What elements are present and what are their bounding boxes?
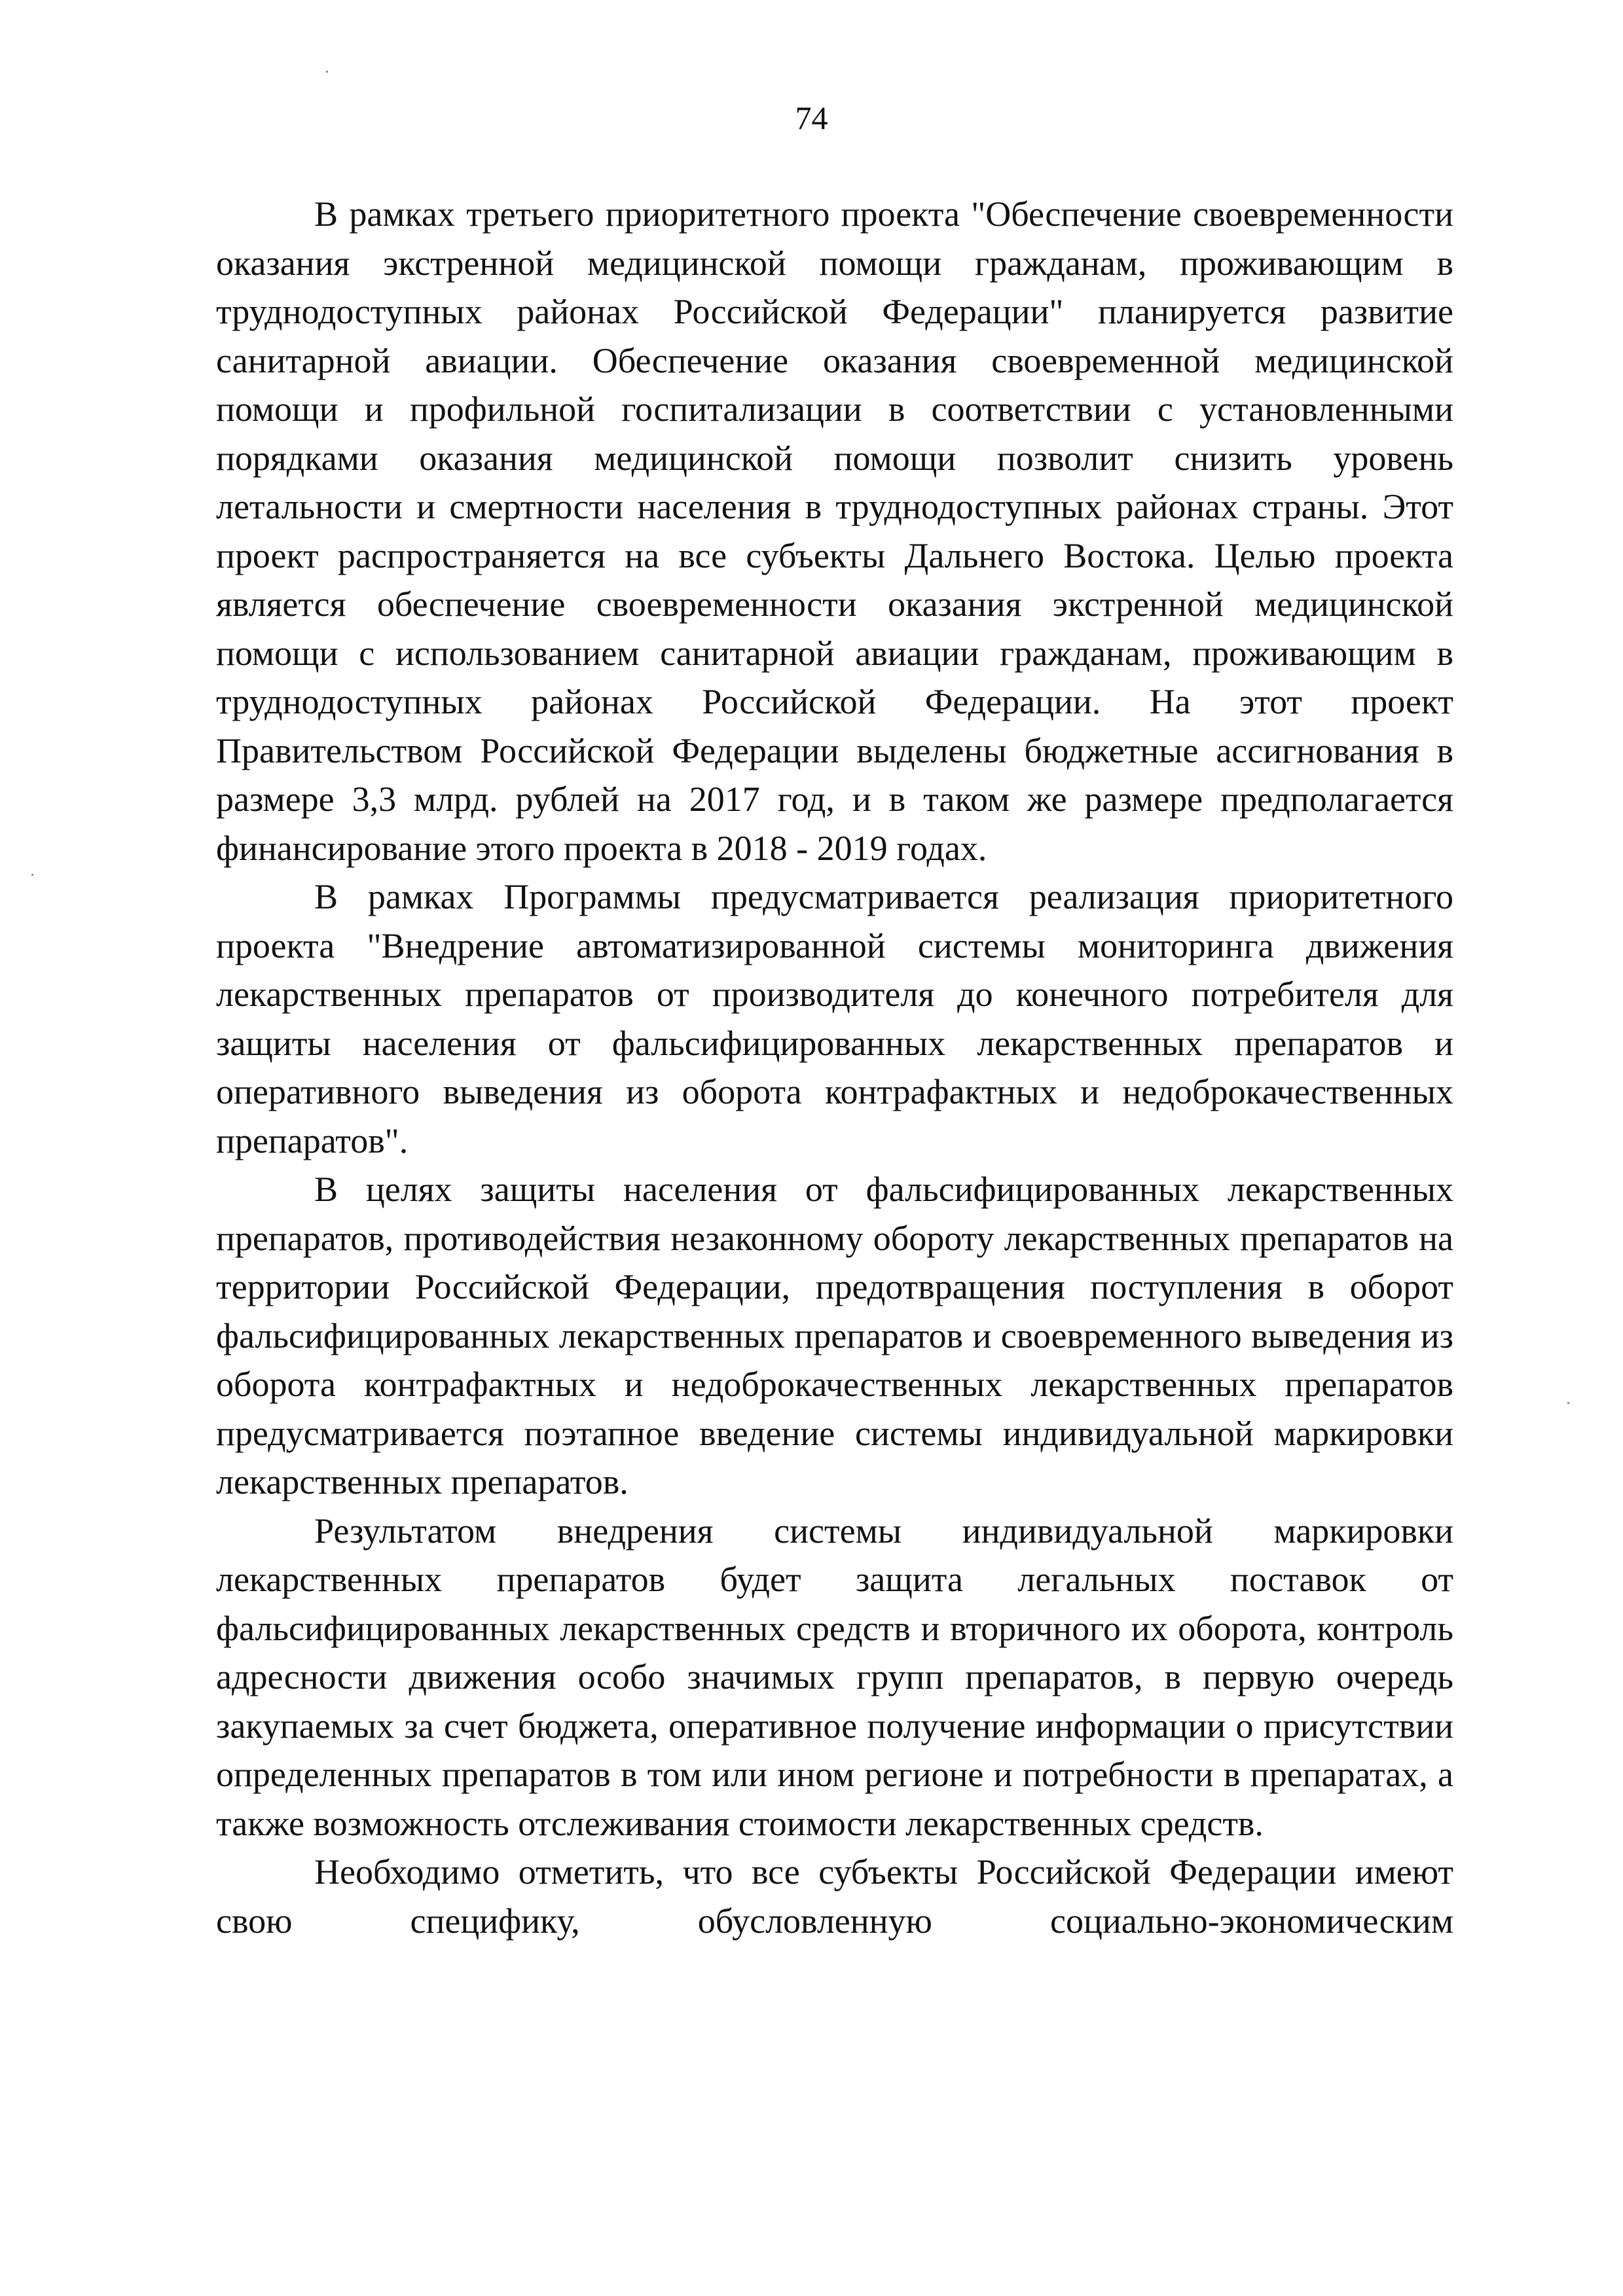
page-number: 74 [795,99,828,136]
paragraph-sanitary-aviation: В рамках третьего приоритетного проекта "Обеспечение своевременности оказания экстренной медицинской помощи гражданам, проживающим в труднодоступных районах Российской Федерации" планируется развитие санитарной авиации. Обеспечение оказания своевременной медицинской помощи и профильной госпитализации в соответствии с установленными порядками оказания медицинской помощи позволит снизить уровень летальности и смертности населения в труднодоступных районах страны. Этот проект распространяется на все субъекты Дальнего Востока. Целью проекта является обеспечение своевременности оказания экстренной медицинской помощи с использованием санитарной авиации гражданам, проживающим в труднодоступных районах Российской Федерации. На этот проект Правительством Российской Федерации выделены бюджетные ассигнования в размере 3,3 млрд. рублей на 2017 год, и в таком же размере предполагается финансирование этого проекта в 2018 - 2019 годах. [216,194,1453,868]
scan-speck [326,71,328,73]
paragraph-protection-goals: В целях защиты населения от фальсифицированных лекарственных препаратов, противодействия незаконному обороту лекарственных препаратов на территории Российской Федерации, предотвращения поступления в оборот фальсифицированных лекарственных препаратов и своевременного выведения из оборота контрафактных и недоброкачественных лекарственных препаратов предусматривается поэтапное введение системы индивидуальной маркировки лекарственных препаратов. [216,1170,1453,1501]
paragraph-monitoring-project: В рамках Программы предусматривается реализация приоритетного проекта "Внедрение автоматизированной системы мониторинга движения лекарственных препаратов от производителя до конечного потребителя для защиты населения от фальсифицированных лекарственных препаратов и оперативного выведения из оборота контрафактных и недоброкачественных препаратов". [216,877,1453,1160]
paragraph-marking-results: Результатом внедрения системы индивидуальной маркировки лекарственных препаратов будет защита легальных поставок от фальсифицированных лекарственных средств и вторичного их оборота, контроль адресности движения особо значимых групп препаратов, в первую очередь закупаемых за счет бюджета, оперативное получение информации о присутствии определенных препаратов в том или ином регионе и потребности в препаратах, а также возможность отслеживания стоимости лекарственных средств. [216,1511,1453,1843]
body-text [216,190,1453,1945]
scan-speck [31,874,33,876]
scan-speck [1567,1402,1569,1404]
paragraph-regional-specifics: Необходимо отметить, что все субъекты Российской Федерации имеют свою специфику, обусловленную социально-экономическим [216,1852,1453,1941]
